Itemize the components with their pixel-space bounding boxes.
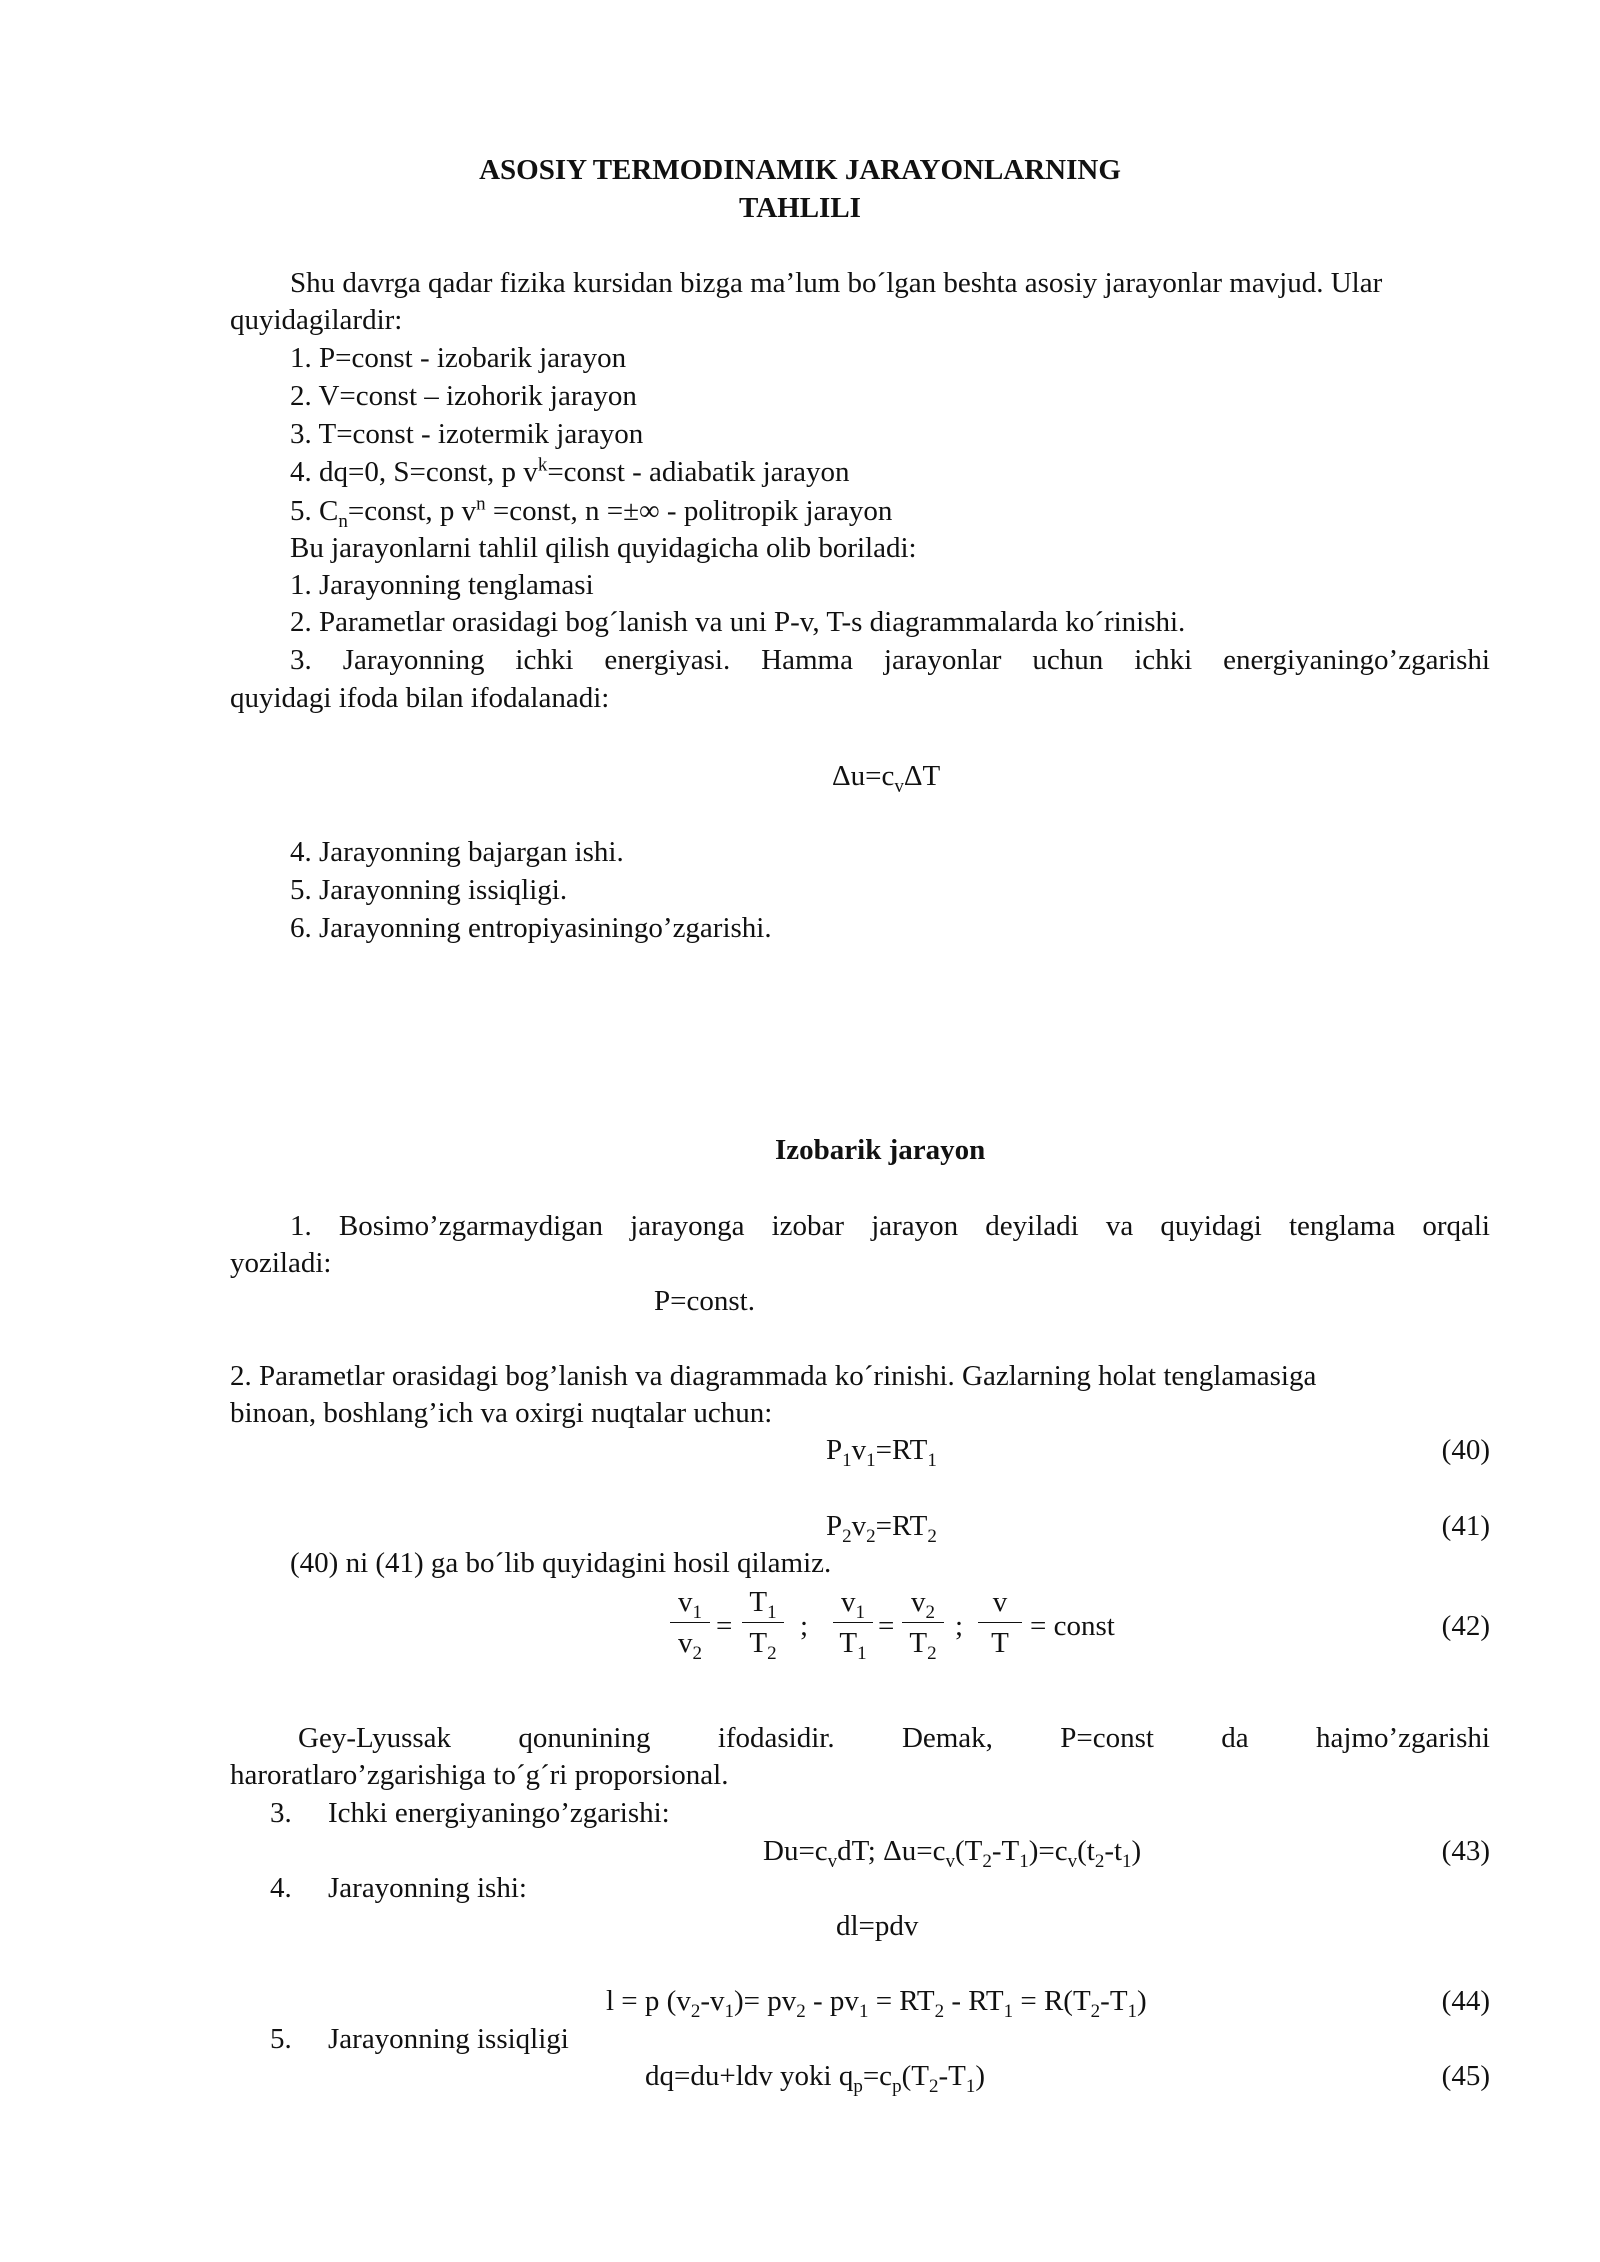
section-p2-line1: 2. Parametlar orasidagi bog’lanish va diagrammada ko´rinishi. Gazlarning holat tenglamasiga [230, 1360, 1317, 1392]
equation-number-41: (41) [1441, 1510, 1490, 1542]
formula-dl: dl=pdv [836, 1910, 919, 1942]
process-text-post: =const - adiabatik jarayon [547, 456, 850, 488]
analysis-step-5: 5. Jarayonning issiqligi. [290, 874, 568, 906]
analysis-step-3: 3. Jarayonning ichki energiyasi. Hamma jarayonlar uchun ichki energiyaningo’zgarishi [290, 644, 1490, 676]
process-text-post: =const, n =±∞ - politropik jarayon [485, 495, 893, 527]
list-number-4: 4. [270, 1872, 292, 1904]
semicolon: ; [955, 1610, 964, 1642]
fraction-v1-t1: $v_1$ $T_1$ [833, 1585, 873, 1660]
equals-sign: = [878, 1610, 895, 1642]
process-text: T=const - izotermik jarayon [318, 418, 644, 450]
section-p1-line2: yoziladi: [230, 1247, 332, 1279]
fraction-v-t: v T [978, 1585, 1022, 1660]
analysis-intro: Bu jarayonlarni tahlil qilish quyidagicha olib boriladi: [290, 532, 917, 564]
equation-number-42: (42) [1441, 1610, 1490, 1642]
equation-43: $Du=c_vdT$; $\Delta u=c_v(T_2-T_1)=c_v(t_2-t_1)$ [763, 1835, 1142, 1872]
analysis-step-1: 1. Jarayonning tenglamasi [290, 569, 594, 601]
equation-44: l = p $(v_2-v_1)= pv_2 - pv_1 = RT_2 - RT_1 = R(T_2-T_1)$ [606, 1985, 1147, 2022]
process-item-1 [290, 340, 626, 376]
document-title-line2: TAHLILI [739, 192, 861, 224]
list-number: 2. [290, 380, 312, 412]
analysis-step-2: 2. Parametlar orasidagi bog´lanish va uni P-v, T-s diagrammalarda ko´rinishi. [290, 606, 1186, 638]
list-number-5: 5. [270, 2023, 292, 2055]
analysis-step-3-cont: quyidagi ifoda bilan ifodalanadi: [230, 682, 610, 714]
item-5-text: Jarayonning issiqligi [328, 2023, 569, 2055]
intro-line2: quyidagilardir: [230, 304, 403, 336]
gey-lyussak-line2: haroratlaro’zgarishiga to´g´ri proporsional. [230, 1759, 729, 1791]
process-text: P=const - izobarik jarayon [319, 342, 627, 374]
superscript: k [537, 454, 548, 476]
semicolon: ; [800, 1610, 809, 1642]
subscript: n [338, 510, 348, 532]
equation-number-40: (40) [1441, 1434, 1490, 1466]
equals-sign: = [716, 1610, 733, 1642]
item-3-text: Ichki energiyaningo’zgarishi: [328, 1797, 670, 1829]
formula-p-const: P=const. [654, 1285, 755, 1317]
list-number: 3. [290, 418, 312, 450]
section-heading: Izobarik jarayon [775, 1134, 986, 1166]
equation-number-43: (43) [1441, 1835, 1490, 1867]
list-number: 4. [290, 456, 312, 488]
equation-number-44: (44) [1441, 1985, 1490, 2017]
equation-45: dq=du+ldv yoki $q_p=c_p(T_2-T_1)$ [645, 2060, 985, 2097]
item-4-text: Jarayonning ishi: [328, 1872, 527, 1904]
process-item-3 [290, 416, 643, 452]
intro-line1: Shu davrga qadar fizika kursidan bizga ma’lum bo´lgan beshta asosiy jarayonlar mavjud. Ular [290, 267, 1383, 299]
section-p2-line2: binoan, boshlang’ich va oxirgi nuqtalar uchun: [230, 1397, 773, 1429]
process-item-5 [290, 493, 893, 532]
list-number: 5. [290, 495, 312, 527]
process-text-pre: C [319, 495, 339, 527]
fraction-v1-v2: $v_1$ $v_2$ [670, 1585, 710, 1660]
list-number: 1. [290, 342, 312, 374]
divide-text: (40) ni (41) ga bo´lib quyidagini hosil qilamiz. [290, 1547, 832, 1579]
equation-41: $P_2v_2=RT_2$ [826, 1510, 937, 1547]
formula-delta-u: $\Delta u=c_v\Delta T$ [832, 760, 941, 797]
gey-lyussak-line1: Gey-Lyussak qonunining ifodasidir. Demak, P=const da hajmo’zgarishi [298, 1722, 1490, 1754]
process-text: V=const – izohorik jarayon [318, 380, 637, 412]
list-number-3: 3. [270, 1797, 292, 1829]
equation-40: $P_1v_1=RT_1$ [826, 1434, 937, 1471]
analysis-step-6: 6. Jarayonning entropiyasiningo’zgarishi. [290, 912, 772, 944]
equals-const: = const [1030, 1610, 1115, 1642]
document-title-line1: ASOSIY TERMODINAMIK JARAYONLARNING [479, 154, 1121, 186]
superscript: n [476, 493, 486, 515]
section-p1-line1: 1. Bosimo’zgarmaydigan jarayonga izobar jarayon deyiladi va quyidagi tenglama orqali [290, 1210, 1490, 1242]
process-text-pre: dq=0, S=const, p v [319, 456, 538, 488]
process-text-mid: =const, p v [347, 495, 477, 527]
fraction-v2-t2: $v_2$ $T_2$ [902, 1585, 944, 1660]
process-item-4 [290, 454, 850, 490]
process-item-2 [290, 378, 637, 414]
analysis-step-4: 4. Jarayonning bajargan ishi. [290, 836, 624, 868]
fraction-t1-t2: $T_1$ $T_2$ [742, 1585, 784, 1660]
equation-number-45: (45) [1441, 2060, 1490, 2092]
